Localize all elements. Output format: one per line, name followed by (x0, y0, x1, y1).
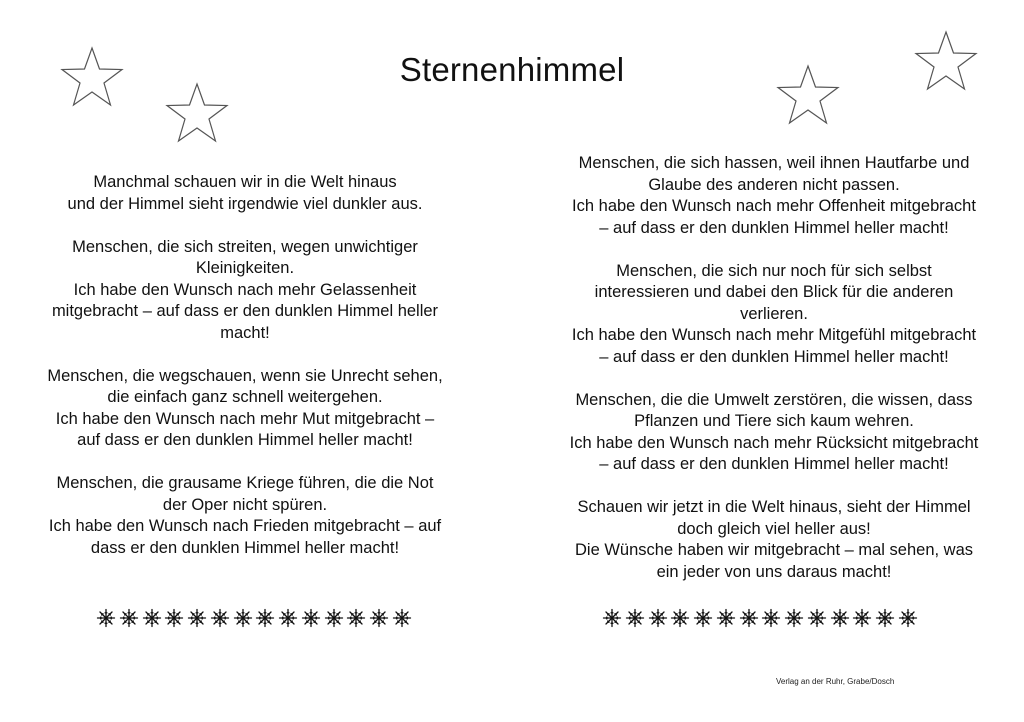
poem-line: Menschen, die sich streiten, wegen unwichtiger (72, 237, 418, 256)
poem-line: mitgebracht – auf dass er den dunklen Himmel heller (51, 302, 439, 320)
flower-divider-right (602, 604, 918, 632)
poem-line: Ich habe den Wunsch nach mehr Mut mitgebracht – (55, 409, 435, 428)
poem-line: Menschen, die sich nur noch für sich selbst (616, 261, 932, 280)
asterisk-flower-icon (875, 608, 895, 628)
stanza (22, 237, 468, 345)
star-icon (60, 46, 124, 108)
poem-left-column (22, 172, 468, 581)
poem-line: Menschen, die sich hassen, weil ihnen Hautfarbe und (578, 154, 970, 172)
poem-line: – auf dass er den dunklen Himmel heller macht! (599, 455, 949, 473)
asterisk-flower-icon (233, 608, 253, 628)
asterisk-flower-icon (784, 608, 804, 628)
asterisk-flower-icon (255, 608, 275, 628)
poem-line: Ich habe den Wunsch nach mehr Rücksicht mitgebracht (569, 433, 979, 452)
asterisk-flower-icon (670, 608, 690, 628)
asterisk-flower-icon (739, 608, 759, 628)
poem-line: der Oper nicht spüren. (162, 495, 328, 514)
asterisk-flower-icon (346, 608, 366, 628)
poem-line: Kleinigkeiten. (195, 259, 295, 277)
poem-line: die einfach ganz schnell weitergehen. (107, 388, 383, 406)
stanza (548, 390, 1000, 476)
poem-line: ein jeder von uns daraus macht! (656, 562, 892, 581)
asterisk-flower-icon (761, 608, 781, 628)
stanza (548, 261, 1000, 369)
asterisk-flower-icon (830, 608, 850, 628)
poem-line: interessieren und dabei den Blick für die anderen (594, 283, 954, 301)
asterisk-flower-icon (187, 608, 207, 628)
poem-line: – auf dass er den dunklen Himmel heller macht! (599, 347, 949, 366)
poem-line: Menschen, die grausame Kriege führen, die die Not (56, 474, 434, 492)
poem-line: und der Himmel sieht irgendwie viel dunkler aus. (67, 194, 423, 213)
asterisk-flower-icon (807, 608, 827, 628)
poem-line: auf dass er den dunklen Himmel heller macht! (77, 431, 413, 449)
poem-line: Ich habe den Wunsch nach mehr Mitgefühl mitgebracht (571, 326, 977, 344)
asterisk-flower-icon (142, 608, 162, 628)
poem-line: Glaube des anderen nicht passen. (648, 175, 900, 194)
poem-line: verlieren. (740, 304, 808, 323)
stanza (22, 172, 468, 215)
asterisk-flower-icon (164, 608, 184, 628)
poem-line: Menschen, die die Umwelt zerstören, die wissen, dass (575, 390, 973, 409)
asterisk-flower-icon (369, 608, 389, 628)
stanza (22, 473, 468, 559)
poem-line: Ich habe den Wunsch nach mehr Gelassenheit (73, 280, 417, 299)
poem-line: – auf dass er den dunklen Himmel heller macht! (599, 218, 949, 237)
asterisk-flower-icon (693, 608, 713, 628)
asterisk-flower-icon (96, 608, 116, 628)
poem-line: doch gleich viel heller aus! (677, 519, 871, 538)
stanza (548, 497, 1000, 583)
poem-line: dass er den dunklen Himmel heller macht! (90, 538, 400, 557)
poem-line: Menschen, die wegschauen, wenn sie Unrecht sehen, (47, 366, 443, 385)
stanza (22, 366, 468, 452)
asterisk-flower-icon (625, 608, 645, 628)
flower-divider-left (96, 604, 412, 632)
asterisk-flower-icon (119, 608, 139, 628)
asterisk-flower-icon (324, 608, 344, 628)
poem-right-column (548, 153, 1000, 605)
asterisk-flower-icon (392, 608, 412, 628)
star-icon (165, 82, 229, 144)
poem-line: Ich habe den Wunsch nach mehr Offenheit mitgebracht (572, 197, 976, 215)
poem-line: Schauen wir jetzt in die Welt hinaus, sieht der Himmel (577, 498, 971, 516)
asterisk-flower-icon (648, 608, 668, 628)
asterisk-flower-icon (301, 608, 321, 628)
star-icon (914, 30, 978, 92)
asterisk-flower-icon (602, 608, 622, 628)
star-icon (776, 64, 840, 126)
page-title: Sternenhimmel (399, 51, 625, 88)
poem-line: Ich habe den Wunsch nach Frieden mitgebracht – auf (48, 517, 442, 535)
asterisk-flower-icon (716, 608, 736, 628)
publisher-credit: Verlag an der Ruhr, Grabe/Dosch (776, 677, 895, 686)
asterisk-flower-icon (278, 608, 298, 628)
asterisk-flower-icon (210, 608, 230, 628)
stanza (548, 153, 1000, 239)
asterisk-flower-icon (898, 608, 918, 628)
poem-line: macht! (220, 323, 270, 342)
poem-line: Manchmal schauen wir in die Welt hinaus (93, 173, 397, 191)
asterisk-flower-icon (852, 608, 872, 628)
poem-line: Pflanzen und Tiere sich kaum wehren. (634, 412, 914, 430)
poem-line: Die Wünsche haben wir mitgebracht – mal sehen, was (574, 541, 974, 559)
